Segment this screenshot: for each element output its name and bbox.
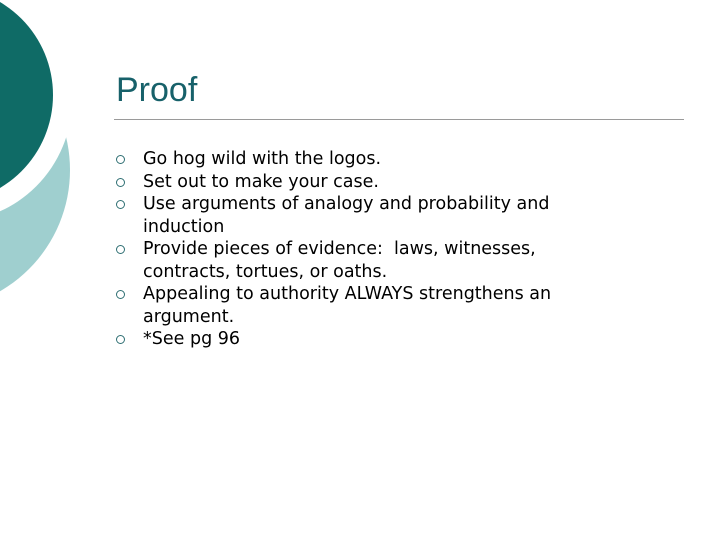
bullet-item <box>116 148 656 171</box>
bullet-list <box>116 148 656 351</box>
bullet-marker <box>116 178 125 187</box>
bullet-marker <box>116 245 125 254</box>
bullet-text: *See pg 96 <box>143 329 241 349</box>
bullet-text: Appealing to authority ALWAYS strengthens an argument. <box>143 284 552 327</box>
bullet-marker <box>116 335 125 344</box>
bullet-text: Provide pieces of evidence: laws, witnesses, contracts, tortues, or oaths. <box>143 239 536 282</box>
slide-title: Proof <box>116 71 198 109</box>
bullet-text: Use arguments of analogy and probability and induction <box>143 194 550 237</box>
bullet-text: Set out to make your case. <box>143 171 379 192</box>
bullet-item <box>116 193 656 238</box>
bullet-item <box>116 171 656 194</box>
bullet-item <box>116 283 656 328</box>
title-divider <box>114 119 684 120</box>
bullet-text: Go hog wild with the logos. <box>143 149 382 169</box>
bullet-marker <box>116 155 125 164</box>
bullet-marker <box>116 290 125 299</box>
bullet-marker <box>116 200 125 209</box>
bullet-item <box>116 238 656 283</box>
bullet-item <box>116 328 656 351</box>
decorative-circles <box>0 0 120 300</box>
